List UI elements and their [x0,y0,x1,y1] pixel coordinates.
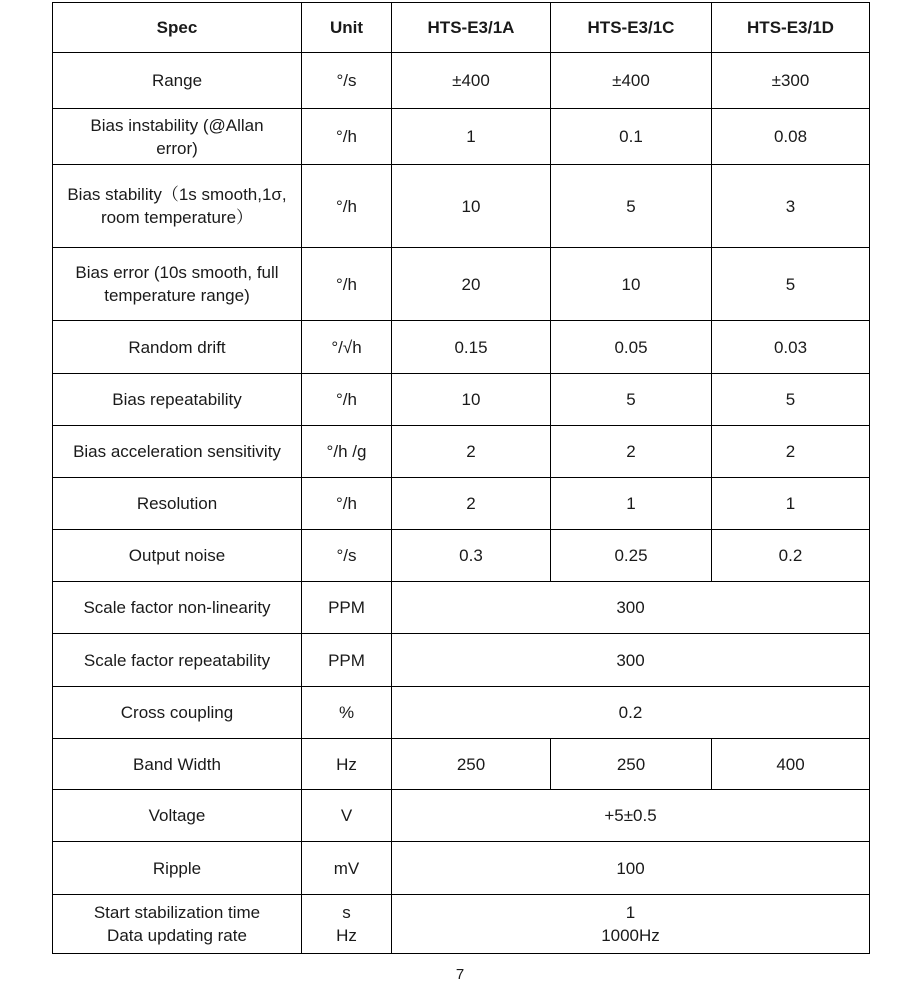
value-cell: 2 [712,426,870,478]
unit-cell: °/s [302,530,392,582]
value-cell: 1 [392,109,551,165]
value-cell: 1 [712,478,870,530]
spec-cell [53,165,302,248]
value-cell: 2 [392,426,551,478]
spec-line: temperature range) [104,286,250,305]
spec-cell: Bias repeatability [53,374,302,426]
spec-cell: Random drift [53,321,302,374]
spec-cell: Band Width [53,739,302,790]
header-model-1a: HTS-E3/1A [392,3,551,53]
spec-line: room temperature） [100,208,254,227]
unit-line: Hz [336,926,357,945]
spec-cell: Cross coupling [53,687,302,739]
value-cell: 5 [551,165,712,248]
table-row [53,321,870,374]
spec-line: Start stabilization time [93,903,261,922]
spec-line: error) [156,138,198,158]
unit-cell: PPM [302,582,392,634]
table-row [53,478,870,530]
spec-cell: Scale factor repeatability [53,634,302,687]
merged-value-cell: +5±0.5 [392,790,870,842]
table-row [53,842,870,895]
spec-line: Bias instability (@Allan [90,115,264,135]
value-cell: 0.08 [712,109,870,165]
table-row [53,790,870,842]
unit-cell: PPM [302,634,392,687]
unit-cell: °/h [302,165,392,248]
value-cell: 5 [712,248,870,321]
spec-cell [53,895,302,954]
header-row [53,3,870,53]
unit-cell: °/s [302,53,392,109]
header-unit: Unit [302,3,392,53]
value-cell: ±400 [392,53,551,109]
value-cell: 1 [551,478,712,530]
table-row [53,895,870,954]
header-spec: Spec [53,3,302,53]
merged-value-cell: 0.2 [392,687,870,739]
spec-cell: Range [53,53,302,109]
spec-cell: Output noise [53,530,302,582]
header-model-1d: HTS-E3/1D [712,3,870,53]
unit-cell: Hz [302,739,392,790]
value-cell: 0.3 [392,530,551,582]
spec-cell: Voltage [53,790,302,842]
value-cell: 400 [712,739,870,790]
value-cell: 10 [551,248,712,321]
merged-value-cell: 300 [392,634,870,687]
spec-line: Bias error (10s smooth, full [75,263,279,282]
value-cell: 5 [712,374,870,426]
table-row [53,165,870,248]
spec-table [52,2,870,954]
value-cell: 10 [392,374,551,426]
value-line: 1 1000Hz [601,903,660,945]
unit-cell: °/h [302,248,392,321]
value-cell: 2 [392,478,551,530]
table-row [53,687,870,739]
table-row [53,248,870,321]
header-model-1c: HTS-E3/1C [551,3,712,53]
table-row [53,530,870,582]
table-row [53,426,870,478]
value-cell: ±400 [551,53,712,109]
unit-cell: % [302,687,392,739]
merged-value-cell: 100 [392,842,870,895]
value-cell: 0.2 [712,530,870,582]
unit-cell [302,895,392,954]
value-cell: 0.03 [712,321,870,374]
page-number: 7 [455,966,465,983]
table-row [53,634,870,687]
unit-cell: V [302,790,392,842]
table-row [53,739,870,790]
table-row [53,582,870,634]
unit-cell: °/√h [302,321,392,374]
table-row [53,109,870,165]
unit-cell: mV [302,842,392,895]
value-cell: 250 [392,739,551,790]
value-cell: 3 [712,165,870,248]
spec-line: Bias stability（1s smooth,1σ, [67,185,287,204]
spec-cell [53,248,302,321]
spec-cell [53,109,302,165]
spec-cell: Bias acceleration sensitivity [53,426,302,478]
table-row [53,53,870,109]
value-cell: 0.05 [551,321,712,374]
value-cell: 0.25 [551,530,712,582]
value-cell: 2 [551,426,712,478]
value-cell: 0.1 [551,109,712,165]
spec-cell: Ripple [53,842,302,895]
unit-line: s [342,903,351,922]
value-cell: 20 [392,248,551,321]
value-cell: ±300 [712,53,870,109]
value-cell: 0.15 [392,321,551,374]
unit-cell: °/h [302,374,392,426]
value-cell: 5 [551,374,712,426]
unit-cell: °/h /g [302,426,392,478]
table-body [53,53,870,954]
table-row [53,374,870,426]
value-cell: 250 [551,739,712,790]
value-cell: 10 [392,165,551,248]
merged-value-cell [392,895,870,954]
spec-cell: Resolution [53,478,302,530]
merged-value-cell: 300 [392,582,870,634]
unit-cell: °/h [302,478,392,530]
unit-cell: °/h [302,109,392,165]
spec-line: Data updating rate [107,926,247,945]
spec-cell: Scale factor non-linearity [53,582,302,634]
